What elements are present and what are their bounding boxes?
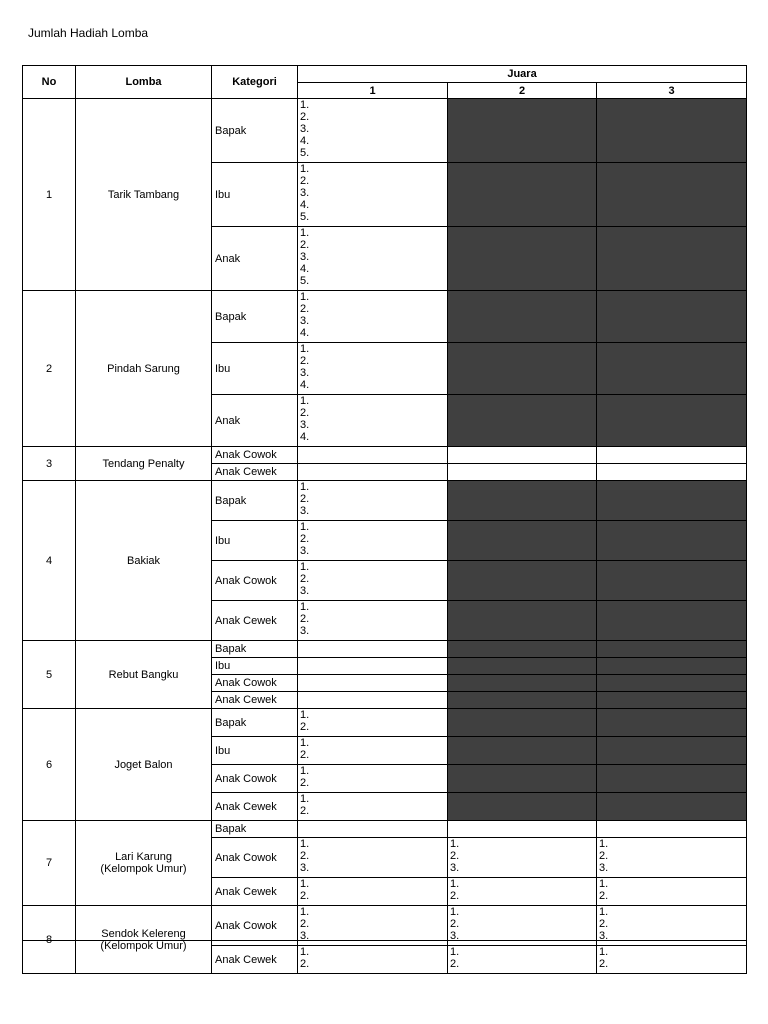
table-row [23, 447, 747, 464]
winner-line: 1. [599, 946, 609, 958]
prize-table [22, 65, 747, 974]
shaded-winner-cell [448, 765, 597, 793]
shaded-winner-cell [448, 709, 597, 737]
winner-line: 2. [300, 533, 310, 545]
shaded-winner-cell [597, 227, 747, 291]
category-cell: Anak [212, 227, 298, 291]
table-row [23, 481, 747, 521]
winner-line: 2. [599, 890, 609, 902]
shaded-winner-cell [448, 601, 597, 641]
winner-line: 3. [300, 505, 310, 517]
shaded-winner-cell [597, 521, 747, 561]
winner-line: 1. [300, 906, 310, 918]
winner-cell [597, 906, 747, 946]
shaded-winner-cell [597, 481, 747, 521]
shaded-winner-cell [597, 641, 747, 658]
shaded-winner-cell [448, 561, 597, 601]
competition-name [76, 447, 212, 481]
shaded-winner-cell [448, 692, 597, 709]
winner-line: 1. [300, 99, 310, 111]
category-cell: Anak Cewek [212, 692, 298, 709]
winner-cell [597, 946, 747, 974]
shaded-winner-cell [597, 737, 747, 765]
competition-name-line: Rebut Bangku [108, 668, 179, 681]
shaded-winner-cell [448, 163, 597, 227]
row-number: 8 [23, 906, 76, 974]
category-cell: Anak Cowok [212, 447, 298, 464]
category-cell: Bapak [212, 291, 298, 343]
winner-line: 3. [300, 930, 310, 942]
winner-cell [597, 878, 747, 906]
shaded-winner-cell [597, 793, 747, 821]
winner-cell [298, 946, 448, 974]
winner-cell [448, 821, 597, 838]
winner-line: 2. [300, 918, 310, 930]
winner-cell [298, 737, 448, 765]
winner-cell [298, 601, 448, 641]
winner-line: 1. [300, 291, 310, 303]
winner-cell [298, 99, 448, 163]
winner-line: 2. [300, 850, 310, 862]
competition-name-line: Joget Balon [114, 758, 173, 771]
category-cell: Anak Cewek [212, 464, 298, 481]
winner-line: 2. [300, 721, 310, 733]
winner-line: 3. [300, 625, 310, 637]
category-cell: Anak Cewek [212, 946, 298, 974]
shaded-winner-cell [597, 675, 747, 692]
winner-line: 4. [300, 135, 310, 147]
shaded-winner-cell [448, 99, 597, 163]
winner-line: 1. [300, 227, 310, 239]
winner-line: 2. [300, 805, 310, 817]
header-place-1: 1 [298, 83, 448, 99]
competition-name [76, 821, 212, 906]
winner-line: 3. [300, 367, 310, 379]
winner-cell [597, 464, 747, 481]
category-cell: Bapak [212, 481, 298, 521]
prize-table-container [22, 65, 746, 970]
competition-name [76, 291, 212, 447]
winner-line: 2. [300, 239, 310, 251]
category-cell: Anak Cewek [212, 878, 298, 906]
shaded-winner-cell [597, 343, 747, 395]
winner-line: 3. [300, 545, 310, 557]
winner-line: 2. [300, 303, 310, 315]
winner-line: 3. [450, 862, 460, 874]
competition-name [76, 641, 212, 709]
winner-line: 4. [300, 199, 310, 211]
winner-line: 1. [300, 793, 310, 805]
category-cell: Bapak [212, 709, 298, 737]
competition-name-line: Tarik Tambang [107, 188, 180, 201]
winner-line: 3. [450, 930, 460, 942]
winner-line: 2. [300, 613, 310, 625]
row-number: 2 [23, 291, 76, 447]
category-cell: Bapak [212, 99, 298, 163]
shaded-winner-cell [448, 737, 597, 765]
table-body [23, 99, 747, 974]
winner-line: 1. [450, 838, 460, 850]
winner-cell [448, 878, 597, 906]
competition-name [76, 906, 212, 974]
shaded-winner-cell [597, 658, 747, 675]
winner-line: 2. [450, 958, 460, 970]
category-cell: Ibu [212, 521, 298, 561]
winner-line: 1. [300, 737, 310, 749]
shaded-winner-cell [448, 521, 597, 561]
competition-name [76, 481, 212, 641]
winner-line: 2. [300, 407, 310, 419]
winner-line: 2. [599, 918, 609, 930]
winner-line: 2. [450, 890, 460, 902]
shaded-winner-cell [448, 675, 597, 692]
category-cell: Ibu [212, 343, 298, 395]
header-row-top [23, 66, 747, 83]
winner-cell [298, 521, 448, 561]
winner-line: 4. [300, 431, 310, 443]
shaded-winner-cell [597, 291, 747, 343]
shaded-winner-cell [448, 641, 597, 658]
category-cell: Anak [212, 395, 298, 447]
competition-name-line: Sendok Kelereng [101, 927, 186, 940]
shaded-winner-cell [597, 601, 747, 641]
category-cell: Anak Cowok [212, 765, 298, 793]
winner-line: 1. [300, 878, 310, 890]
winner-cell [298, 395, 448, 447]
shaded-winner-cell [597, 709, 747, 737]
category-cell: Bapak [212, 641, 298, 658]
table-row [23, 641, 747, 658]
winner-line: 2. [300, 573, 310, 585]
row-number: 5 [23, 641, 76, 709]
winner-cell [298, 906, 448, 946]
header-kategori: Kategori [212, 66, 298, 99]
winner-line: 3. [599, 930, 609, 942]
shaded-winner-cell [448, 291, 597, 343]
table-row [23, 291, 747, 343]
winner-line: 2. [300, 493, 310, 505]
competition-name-line: (Kelompok Umur) [100, 939, 187, 952]
winner-cell [597, 838, 747, 878]
shaded-winner-cell [448, 793, 597, 821]
winner-line: 2. [599, 958, 609, 970]
winner-cell [298, 658, 448, 675]
winner-line: 1. [300, 481, 310, 493]
winner-cell [298, 765, 448, 793]
winner-line: 2. [300, 175, 310, 187]
winner-line: 2. [300, 958, 310, 970]
competition-name [76, 709, 212, 821]
category-cell: Ibu [212, 163, 298, 227]
winner-line: 1. [300, 395, 310, 407]
winner-line: 2. [599, 850, 609, 862]
winner-line: 2. [450, 850, 460, 862]
winner-line: 1. [599, 878, 609, 890]
winner-cell [448, 838, 597, 878]
winner-line: 2. [300, 890, 310, 902]
winner-line: 1. [300, 709, 310, 721]
winner-cell [298, 878, 448, 906]
winner-cell [448, 946, 597, 974]
category-cell: Anak Cowok [212, 561, 298, 601]
winner-cell [298, 227, 448, 291]
shaded-winner-cell [597, 765, 747, 793]
header-juara: Juara [298, 66, 747, 83]
competition-name-line: Tendang Penalty [102, 457, 185, 470]
row-number: 6 [23, 709, 76, 821]
header-no: No [23, 66, 76, 99]
winner-cell [298, 709, 448, 737]
winner-line: 2. [300, 777, 310, 789]
winner-line: 4. [300, 379, 310, 391]
winner-line: 3. [300, 862, 310, 874]
shaded-winner-cell [597, 99, 747, 163]
competition-name [76, 99, 212, 291]
winner-cell [298, 343, 448, 395]
shaded-winner-cell [448, 227, 597, 291]
header-lomba: Lomba [76, 66, 212, 99]
winner-cell [298, 641, 448, 658]
winner-line: 2. [450, 918, 460, 930]
winner-line: 3. [300, 187, 310, 199]
category-cell: Ibu [212, 737, 298, 765]
shaded-winner-cell [597, 163, 747, 227]
category-cell: Anak Cewek [212, 793, 298, 821]
winner-line: 3. [300, 251, 310, 263]
header-place-2: 2 [448, 83, 597, 99]
winner-line: 2. [300, 749, 310, 761]
competition-name-line: Pindah Sarung [107, 362, 180, 375]
winner-line: 5. [300, 211, 310, 223]
shaded-winner-cell [448, 343, 597, 395]
competition-name-line: Bakiak [126, 554, 161, 567]
competition-name-line: (Kelompok Umur) [100, 863, 187, 875]
category-cell: Anak Cowok [212, 838, 298, 878]
winner-line: 1. [300, 561, 310, 573]
document-title: Jumlah Hadiah Lomba [28, 26, 149, 40]
winner-line: 4. [300, 263, 310, 275]
header-place-3: 3 [597, 83, 747, 99]
winner-line: 1. [300, 521, 310, 533]
winner-cell [298, 481, 448, 521]
shaded-winner-cell [448, 481, 597, 521]
winner-cell [448, 447, 597, 464]
winner-cell [298, 675, 448, 692]
winner-line: 5. [300, 147, 310, 159]
winner-line: 4. [300, 327, 310, 339]
table-row [23, 821, 747, 838]
shaded-winner-cell [448, 658, 597, 675]
winner-line: 1. [300, 946, 310, 958]
table-row [23, 709, 747, 737]
winner-cell [298, 821, 448, 838]
category-cell: Ibu [212, 658, 298, 675]
winner-line: 1. [450, 878, 460, 890]
winner-line: 1. [300, 163, 310, 175]
winner-cell [298, 692, 448, 709]
shaded-winner-cell [597, 395, 747, 447]
category-cell: Anak Cowok [212, 675, 298, 692]
row-number: 1 [23, 99, 76, 291]
winner-line: 1. [599, 838, 609, 850]
table-row [23, 906, 747, 946]
winner-line: 1. [300, 838, 310, 850]
winner-cell [298, 838, 448, 878]
winner-line: 3. [300, 315, 310, 327]
winner-line: 2. [300, 111, 310, 123]
winner-line: 3. [300, 419, 310, 431]
row-number: 4 [23, 481, 76, 641]
winner-line: 1. [300, 765, 310, 777]
winner-line: 1. [450, 906, 460, 918]
winner-cell [597, 821, 747, 838]
shaded-winner-cell [448, 395, 597, 447]
winner-cell [298, 291, 448, 343]
winner-line: 3. [300, 123, 310, 135]
winner-cell [597, 447, 747, 464]
winner-cell [298, 447, 448, 464]
winner-cell [448, 906, 597, 946]
winner-line: 3. [599, 862, 609, 874]
winner-cell [298, 561, 448, 601]
winner-line: 3. [300, 585, 310, 597]
winner-line: 1. [450, 946, 460, 958]
winner-cell [298, 464, 448, 481]
shaded-winner-cell [597, 692, 747, 709]
shaded-winner-cell [597, 561, 747, 601]
category-cell: Anak Cewek [212, 601, 298, 641]
winner-line: 1. [300, 601, 310, 613]
winner-line: 2. [300, 355, 310, 367]
competition-name-line: Lari Karung [115, 851, 172, 863]
row-number: 3 [23, 447, 76, 481]
winner-line: 5. [300, 275, 310, 287]
winner-cell [448, 464, 597, 481]
row-number: 7 [23, 821, 76, 906]
table-row [23, 99, 747, 163]
category-cell: Anak Cowok [212, 906, 298, 946]
winner-cell [298, 793, 448, 821]
winner-cell [298, 163, 448, 227]
winner-line: 1. [300, 343, 310, 355]
category-cell: Bapak [212, 821, 298, 838]
winner-line: 1. [599, 906, 609, 918]
